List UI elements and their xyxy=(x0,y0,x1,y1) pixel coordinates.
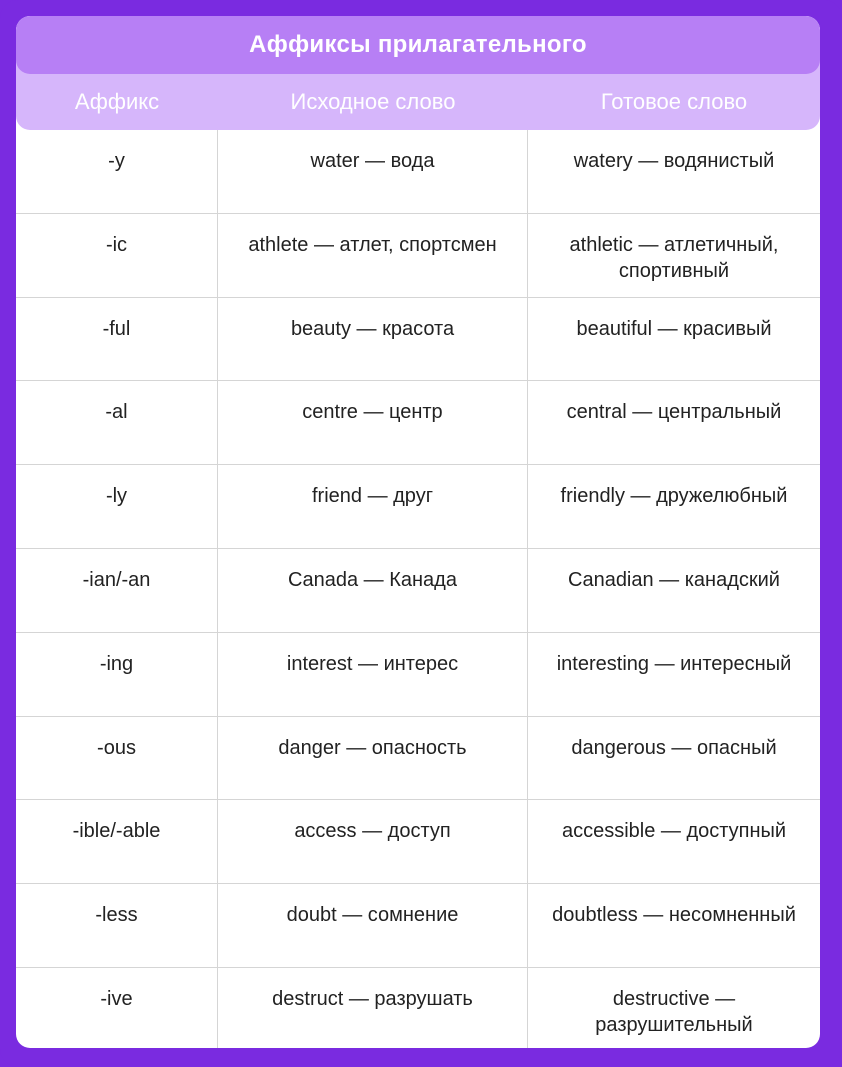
source-word-cell: centre — центр xyxy=(218,381,528,464)
table-title: Аффиксы прилагательного xyxy=(249,31,587,58)
result-word-cell: athletic — атлетичный, спортивный xyxy=(569,233,779,282)
result-word-cell: accessible — доступный xyxy=(561,820,787,843)
table-row xyxy=(16,968,820,1048)
result-word-cell: central — центральный xyxy=(566,401,782,424)
source-word-cell: water — вода xyxy=(218,130,528,213)
table-row xyxy=(16,549,820,633)
header-result-word: Готовое слово xyxy=(600,89,748,114)
source-word-cell: interest — интерес xyxy=(218,633,528,716)
result-word-cell: beautiful — красивый xyxy=(576,317,772,340)
table-row xyxy=(16,381,820,465)
source-word-cell: doubt — сомнение xyxy=(218,884,528,967)
affix-cell: -ian/-an xyxy=(16,549,218,632)
affix-cell: -y xyxy=(16,130,218,213)
affix-cell: -ly xyxy=(16,465,218,548)
affix-table-card xyxy=(16,16,820,1048)
table-body xyxy=(16,130,820,1048)
result-word-cell: friendly — дружелюбный xyxy=(560,485,788,508)
affix-cell: -ful xyxy=(16,298,218,381)
header-source-word: Исходное слово xyxy=(290,89,456,114)
table-row xyxy=(16,884,820,968)
result-word-cell: watery — водянистый xyxy=(573,150,775,172)
table-row xyxy=(16,633,820,717)
source-word-cell: destruct — разрушать xyxy=(218,968,528,1048)
affix-cell: -ing xyxy=(16,633,218,716)
table-row xyxy=(16,465,820,549)
source-word-cell: danger — опасность xyxy=(218,717,528,800)
table-row xyxy=(16,130,820,214)
affix-cell: -ic xyxy=(16,214,218,297)
table-row xyxy=(16,800,820,884)
header-affix: Аффикс xyxy=(74,89,160,114)
result-word-cell: dangerous — опасный xyxy=(571,736,777,759)
affix-cell: -al xyxy=(16,381,218,464)
result-word-cell: destructive — разрушительный xyxy=(595,987,753,1036)
result-word-cell: Canadian — канадский xyxy=(568,568,780,591)
source-word-cell: access — доступ xyxy=(218,800,528,883)
affix-cell: -ive xyxy=(16,968,218,1048)
result-word-cell: doubtless — несомненный xyxy=(552,904,796,927)
table-row xyxy=(16,298,820,382)
table-row xyxy=(16,717,820,801)
source-word-cell: Canada — Канада xyxy=(218,549,528,632)
result-word-cell: interesting — интересный xyxy=(556,652,792,675)
table-title-bar xyxy=(16,16,820,74)
table-row xyxy=(16,214,820,298)
source-word-cell: beauty — красота xyxy=(218,298,528,381)
source-word-cell: athlete — атлет, спортсмен xyxy=(218,214,528,297)
source-word-cell: friend — друг xyxy=(218,465,528,548)
affix-cell: -ous xyxy=(16,717,218,800)
affix-cell: -ible/-able xyxy=(16,800,218,883)
affix-cell: -less xyxy=(16,884,218,967)
